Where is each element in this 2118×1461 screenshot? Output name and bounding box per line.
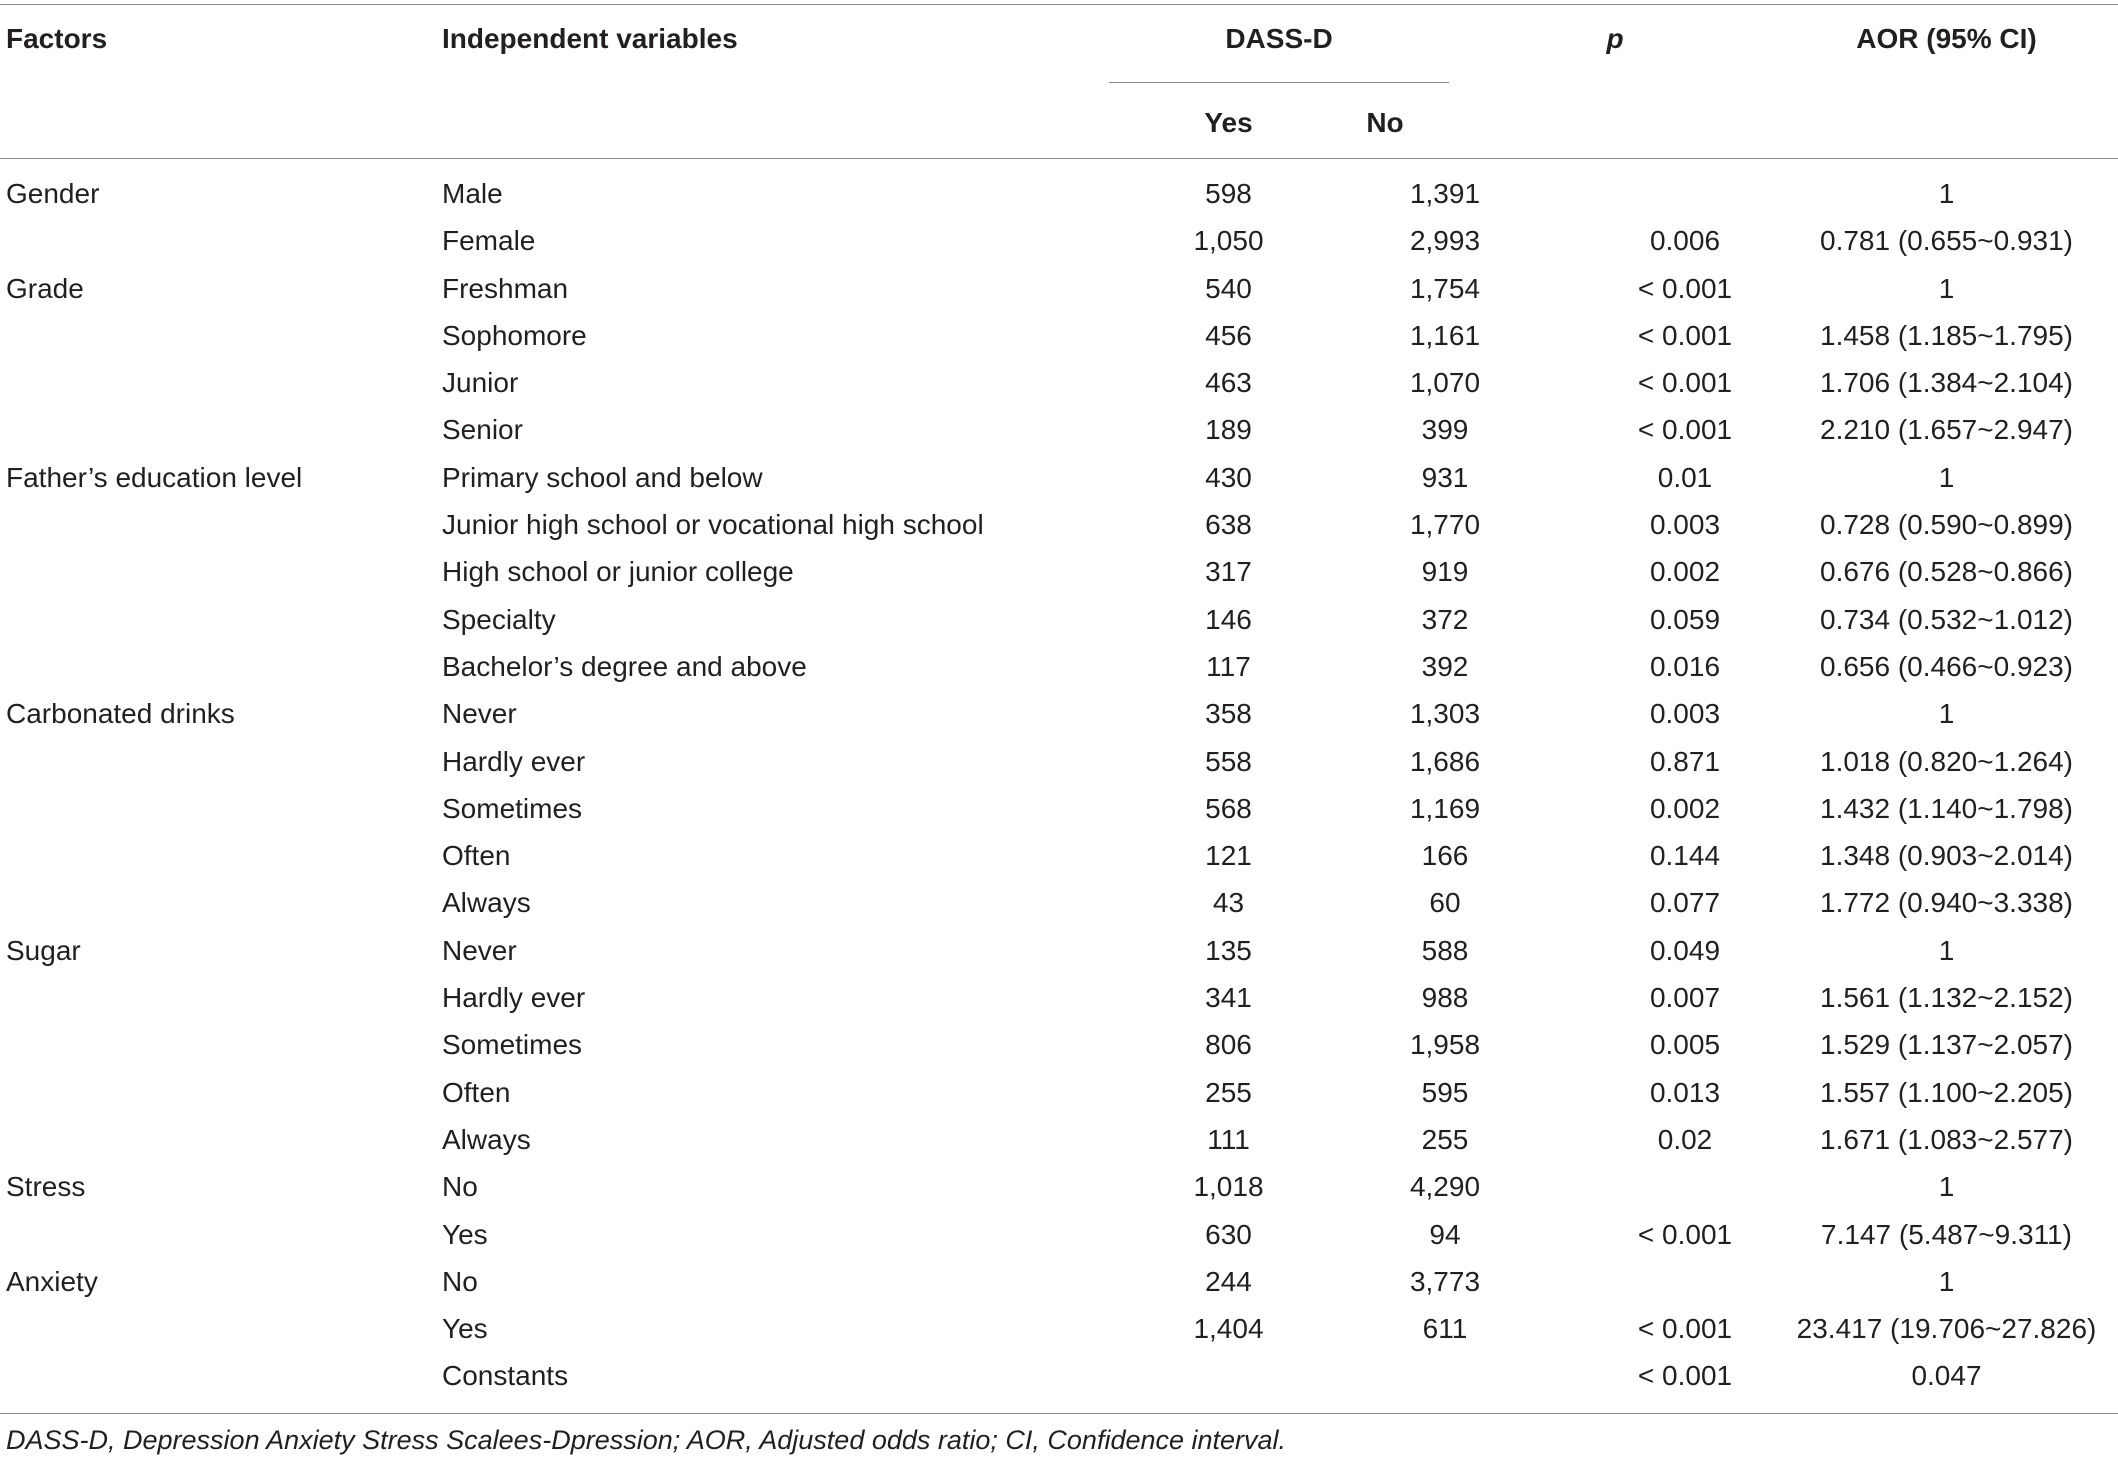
- variable-cell: Junior: [442, 367, 519, 399]
- dass-yes-cell: 189: [1205, 414, 1252, 446]
- table-row: [0, 170, 2118, 217]
- factor-cell: Father’s education level: [6, 461, 303, 493]
- factor-cell: [0, 1021, 442, 1068]
- variable-cell: Often: [442, 840, 511, 872]
- dass-yes-cell: 43: [1212, 887, 1245, 919]
- dass-no-cell: 1,686: [1409, 745, 1481, 777]
- p-value-cell: 0.007: [1649, 982, 1721, 1014]
- variable-cell: No: [442, 1265, 478, 1297]
- aor-cell: 1: [1938, 934, 1955, 966]
- table-row: [0, 265, 2118, 312]
- aor-cell: 0.656 (0.466~0.923): [1820, 650, 2073, 682]
- factor-cell: [0, 1116, 442, 1163]
- aor-cell: 1.706 (1.384~2.104): [1820, 367, 2073, 399]
- header-aor: AOR (95% CI): [1856, 23, 2037, 54]
- p-value-cell: 0.049: [1649, 934, 1721, 966]
- variable-cell: Sometimes: [442, 792, 583, 824]
- p-value-cell: 0.006: [1649, 225, 1721, 257]
- aor-cell: 1: [1938, 1171, 1955, 1203]
- table-row: [0, 454, 2118, 501]
- dass-no-cell: 392: [1421, 650, 1469, 682]
- variable-cell: Primary school and below: [442, 461, 763, 493]
- dass-no-cell: 611: [1422, 1313, 1468, 1345]
- p-value-cell: < 0.001: [1637, 414, 1733, 446]
- table-row: [0, 785, 2118, 832]
- header-no: No: [1366, 107, 1404, 138]
- dass-yes-cell: 317: [1205, 556, 1252, 588]
- aor-cell: 7.147 (5.487~9.311): [1821, 1218, 2072, 1250]
- dass-no-cell: 1,754: [1409, 272, 1481, 304]
- factor-cell: [0, 643, 442, 690]
- dass-no-cell: 1,391: [1409, 178, 1481, 209]
- dass-no-cell: 3,773: [1409, 1265, 1481, 1297]
- variable-cell: Always: [442, 887, 531, 919]
- aor-cell: 1: [1938, 178, 1955, 209]
- variable-cell: Sometimes: [442, 1029, 583, 1061]
- dass-yes-cell: 463: [1205, 367, 1252, 399]
- p-value-cell: 0.059: [1649, 603, 1721, 635]
- variable-cell: Yes: [442, 1313, 488, 1345]
- dass-no-cell: 1,169: [1409, 792, 1481, 824]
- aor-cell: 23.417 (19.706~27.826): [1796, 1313, 2097, 1345]
- factor-cell: [0, 738, 442, 785]
- results-table: [0, 170, 2118, 1400]
- p-value-cell: 0.003: [1649, 698, 1721, 730]
- header-factors: Factors: [6, 23, 108, 54]
- factor-cell: [0, 501, 442, 548]
- aor-cell: 1.018 (0.820~1.264): [1820, 745, 2073, 777]
- dass-yes-cell: 135: [1205, 934, 1252, 966]
- dass-yes-cell: 638: [1205, 509, 1252, 541]
- table-row: [0, 927, 2118, 974]
- factor-cell: Grade: [6, 272, 84, 304]
- factor-cell: [0, 548, 442, 595]
- variable-cell: Constants: [442, 1360, 569, 1392]
- variable-cell: Male: [442, 178, 503, 209]
- p-value-cell: < 0.001: [1637, 319, 1733, 351]
- p-value-cell: [1555, 1163, 1775, 1210]
- dass-yes-cell: 630: [1205, 1218, 1252, 1250]
- table-row: [0, 548, 2118, 595]
- table-row: [0, 596, 2118, 643]
- dass-no-cell: 166: [1421, 840, 1469, 872]
- variable-cell: Bachelor’s degree and above: [442, 650, 807, 682]
- variable-cell: Often: [442, 1076, 511, 1108]
- dass-no-cell: 255: [1421, 1123, 1469, 1155]
- p-value-cell: 0.077: [1649, 887, 1721, 919]
- table-body: [0, 170, 2118, 1400]
- p-value-cell: 0.013: [1649, 1076, 1721, 1108]
- aor-cell: 1.772 (0.940~3.338): [1820, 887, 2073, 919]
- aor-cell: 1.348 (0.903~2.014): [1820, 840, 2073, 872]
- aor-cell: 2.210 (1.657~2.947): [1820, 414, 2073, 446]
- dass-no-cell: 919: [1421, 556, 1469, 588]
- dass-no-cell: 1,070: [1409, 367, 1481, 399]
- variable-cell: High school or junior college: [442, 556, 794, 588]
- table-row: [0, 312, 2118, 359]
- p-value-cell: 0.005: [1649, 1029, 1721, 1061]
- dass-yes-cell: 341: [1205, 982, 1252, 1014]
- p-value-cell: 0.871: [1649, 745, 1721, 777]
- factor-cell: [0, 785, 442, 832]
- dass-yes-cell: 806: [1205, 1029, 1252, 1061]
- variable-cell: Hardly ever: [442, 745, 586, 777]
- factor-cell: [0, 406, 442, 453]
- variable-cell: Junior high school or vocational high school: [442, 509, 984, 541]
- aor-cell: 1: [1938, 698, 1955, 730]
- table-footnote: DASS-D, Depression Anxiety Stress Scalees-Dpression; AOR, Adjusted odds ratio; CI, Confidence interval.: [6, 1425, 1287, 1455]
- p-value-cell: 0.002: [1649, 556, 1721, 588]
- table-row: [0, 501, 2118, 548]
- dass-yes-cell: 430: [1205, 461, 1252, 493]
- aor-cell: 0.676 (0.528~0.866): [1820, 556, 2073, 588]
- p-value-cell: 0.016: [1649, 650, 1721, 682]
- p-value-cell: 0.01: [1657, 461, 1713, 493]
- dass-yes-cell: 255: [1205, 1076, 1252, 1108]
- table-row: [0, 832, 2118, 879]
- table-row: [0, 1305, 2118, 1352]
- table-row: [0, 974, 2118, 1021]
- dass-yes-cell: 1,050: [1193, 225, 1264, 257]
- factor-cell: [0, 1211, 442, 1258]
- p-value-cell: < 0.001: [1637, 1360, 1733, 1392]
- p-value-cell: 0.02: [1657, 1123, 1713, 1155]
- factor-cell: Sugar: [6, 934, 81, 966]
- dass-yes-cell: 540: [1205, 272, 1252, 304]
- dass-yes-cell: 598: [1205, 178, 1252, 209]
- aor-cell: 1: [1938, 272, 1955, 304]
- variable-cell: Sophomore: [442, 319, 587, 351]
- dass-no-cell: 1,303: [1409, 698, 1481, 730]
- factor-cell: Stress: [6, 1171, 86, 1203]
- variable-cell: Senior: [442, 414, 523, 446]
- factor-cell: [0, 974, 442, 1021]
- aor-cell: 1.458 (1.185~1.795): [1820, 319, 2073, 351]
- table-row: [0, 217, 2118, 264]
- aor-cell: 1.529 (1.137~2.057): [1820, 1029, 2073, 1061]
- dass-no-cell: 1,770: [1409, 509, 1481, 541]
- factor-cell: Carbonated drinks: [6, 698, 235, 730]
- variable-cell: No: [442, 1171, 478, 1203]
- factor-cell: [0, 1305, 442, 1352]
- aor-cell: 1.671 (1.083~2.577): [1820, 1123, 2073, 1155]
- table-row: [0, 1021, 2118, 1068]
- dass-no-cell: 1,161: [1409, 319, 1481, 351]
- dass-yes-cell: 1,018: [1193, 1171, 1264, 1203]
- aor-cell: 1.561 (1.132~2.152): [1820, 982, 2073, 1014]
- p-value-cell: < 0.001: [1637, 367, 1733, 399]
- table-row: [0, 1116, 2118, 1163]
- variable-cell: Hardly ever: [442, 982, 586, 1014]
- factor-cell: [0, 879, 442, 926]
- variable-cell: Female: [442, 225, 536, 257]
- aor-cell: 1: [1938, 1265, 1955, 1297]
- p-value-cell: 0.003: [1649, 509, 1721, 541]
- table-row: [0, 406, 2118, 453]
- header-p: p: [1606, 23, 1624, 54]
- factor-cell: [0, 1069, 442, 1116]
- aor-cell: 1.557 (1.100~2.205): [1820, 1076, 2073, 1108]
- table-row: [0, 359, 2118, 406]
- dass-yes-cell: [1122, 1352, 1335, 1399]
- dass-yes-cell: 146: [1205, 603, 1252, 635]
- table-row: [0, 1258, 2118, 1305]
- table-row: [0, 690, 2118, 737]
- dass-yes-cell: 244: [1205, 1265, 1252, 1297]
- header-bottom-rule: [0, 158, 2118, 159]
- table-row: [0, 643, 2118, 690]
- p-value-cell: < 0.001: [1637, 272, 1733, 304]
- dass-no-cell: 595: [1421, 1076, 1469, 1108]
- dass-no-cell: 588: [1421, 934, 1469, 966]
- dass-yes-cell: 358: [1205, 698, 1252, 730]
- variable-cell: Yes: [442, 1218, 488, 1250]
- table-top-rule: [0, 4, 2118, 5]
- table-row: [0, 738, 2118, 785]
- dass-d-span-rule: [1109, 82, 1449, 83]
- dass-no-cell: 931: [1421, 461, 1469, 493]
- p-value-cell: 0.002: [1649, 792, 1721, 824]
- header-independent-variables: Independent variables: [442, 23, 738, 54]
- dass-no-cell: 94: [1429, 1218, 1461, 1250]
- aor-cell: 0.047: [1911, 1360, 1982, 1392]
- dass-yes-cell: 568: [1205, 792, 1252, 824]
- p-value-cell: 0.144: [1649, 840, 1721, 872]
- aor-cell: 1: [1938, 461, 1955, 493]
- header-yes: Yes: [1204, 107, 1253, 138]
- factor-cell: [0, 312, 442, 359]
- variable-cell: Never: [442, 934, 517, 966]
- dass-yes-cell: 117: [1206, 650, 1251, 682]
- aor-cell: 0.781 (0.655~0.931): [1820, 225, 2073, 257]
- header-dass-d: DASS-D: [1225, 23, 1333, 54]
- variable-cell: Specialty: [442, 603, 556, 635]
- aor-cell: 1.432 (1.140~1.798): [1820, 792, 2073, 824]
- dass-no-cell: 372: [1421, 603, 1469, 635]
- dass-yes-cell: 1,404: [1193, 1313, 1264, 1345]
- table-row: [0, 1211, 2118, 1258]
- factor-cell: Anxiety: [6, 1265, 98, 1297]
- dass-no-cell: 4,290: [1409, 1171, 1481, 1203]
- factor-cell: [0, 217, 442, 264]
- factor-cell: Gender: [6, 178, 100, 209]
- dass-no-cell: 399: [1421, 414, 1469, 446]
- p-value-cell: [1555, 1258, 1775, 1305]
- table-bottom-rule: [0, 1413, 2118, 1414]
- factor-cell: [0, 1352, 442, 1399]
- variable-cell: Freshman: [442, 272, 569, 304]
- variable-cell: Always: [442, 1123, 531, 1155]
- dass-yes-cell: 121: [1205, 840, 1252, 872]
- factor-cell: [0, 596, 442, 643]
- p-value-cell: < 0.001: [1637, 1218, 1733, 1250]
- p-value-cell: < 0.001: [1637, 1313, 1733, 1345]
- variable-cell: Never: [442, 698, 517, 730]
- table-row: [0, 1352, 2118, 1399]
- dass-yes-cell: 111: [1207, 1123, 1250, 1155]
- table-row: [0, 1069, 2118, 1116]
- p-value-cell: [1555, 170, 1775, 217]
- aor-cell: 0.728 (0.590~0.899): [1820, 509, 2073, 541]
- dass-no-cell: 1,958: [1409, 1029, 1481, 1061]
- factor-cell: [0, 359, 442, 406]
- dass-yes-cell: 558: [1205, 745, 1252, 777]
- dass-no-cell: 2,993: [1409, 225, 1481, 257]
- dass-no-cell: 988: [1421, 982, 1469, 1014]
- dass-no-cell: [1335, 1352, 1555, 1399]
- dass-no-cell: 60: [1429, 887, 1461, 919]
- dass-yes-cell: 456: [1205, 319, 1252, 351]
- table-row: [0, 1163, 2118, 1210]
- aor-cell: 0.734 (0.532~1.012): [1820, 603, 2073, 635]
- factor-cell: [0, 832, 442, 879]
- table-row: [0, 879, 2118, 926]
